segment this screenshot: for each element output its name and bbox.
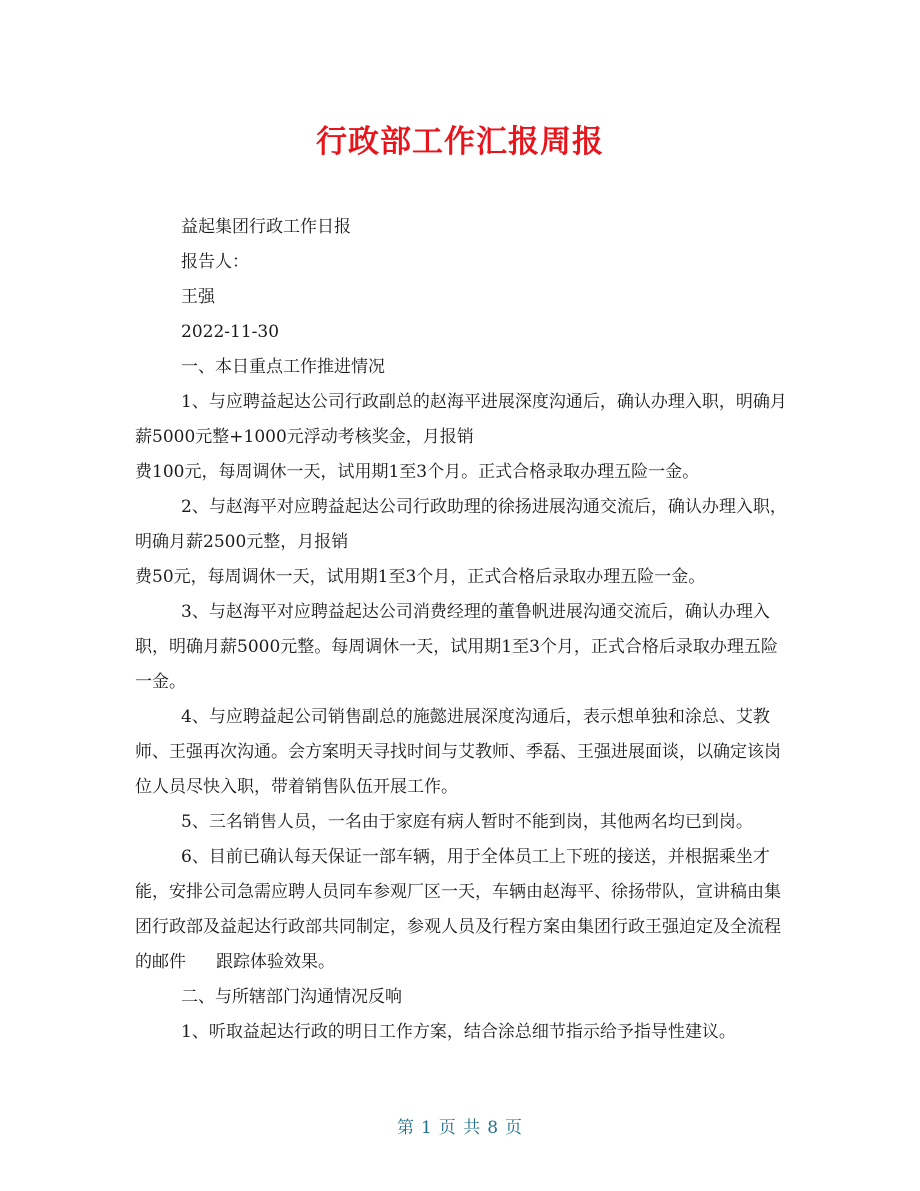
header-line-reporter-label: 报告人： [181, 252, 249, 272]
section-2-heading: 二、与所辖部门沟通情况反响 [181, 987, 402, 1007]
header-line-company: 益起集团行政工作日报 [181, 217, 351, 237]
item-6-part-2: 跟踪体验效果。 [216, 952, 335, 972]
item-3: 3、与赵海平对应聘益起达公司消费经理的董鲁帆进展沟通交流后，确认办理入职，明确月薪5000元整。每周调休一天，试用期1至3个月，正式合格后录取办理五险一金。 [135, 602, 778, 692]
item-1-line-2: 费100元，每周调休一天，试用期1至3个月。正式合格录取办理五险一金。 [135, 462, 700, 482]
item-6-part-1: 6、目前已确认每天保证一部车辆，用于全体员工上下班的接送，并根据乘坐才能，安排公司急需应聘人员同车参观厂区一天，车辆由赵海平、徐扬带队，宣讲稿由集团行政部及益起达行政部共同制定，参观人员及行程方案由集团行政王强迫定及全流程的邮件 [135, 847, 781, 972]
document-title: 行政部工作汇报周报 [316, 124, 604, 160]
item-2-line-2: 费50元，每周调休一天，试用期1至3个月，正式合格后录取办理五险一金。 [135, 567, 706, 587]
item-5: 5、三名销售人员，一名由于家庭有病人暂时不能到岗，其他两名均已到岗。 [181, 812, 753, 832]
section-1-heading: 一、本日重点工作推进情况 [181, 357, 385, 377]
footer-middle: 页 共 [438, 1118, 482, 1138]
section-2-item-1: 1、听取益起达行政的明日工作方案，结合涂总细节指示给予指导性建议。 [181, 1022, 736, 1042]
item-2-line-1: 2、与赵海平对应聘益起达公司行政助理的徐扬进展沟通交流后，确认办理入职，明确月薪2500元整，月报销 [135, 497, 787, 552]
item-4: 4、与应聘益起公司销售副总的施懿进展深度沟通后，表示想单独和涂总、艾教师、王强再次沟通。会方案明天寻找时间与艾教师、季磊、王强进展面谈，以确定该岗位人员尽快入职，带着销售队伍开展工作。 [135, 707, 781, 797]
footer-suffix: 页 [505, 1118, 524, 1138]
footer-prefix: 第 [396, 1118, 415, 1138]
footer-page-number: 1 [420, 1118, 433, 1138]
footer-total-pages: 8 [487, 1118, 500, 1138]
header-line-reporter-name: 王强 [181, 287, 215, 307]
page-footer [0, 1113, 920, 1138]
header-line-date: 2022-11-30 [181, 322, 280, 342]
item-1-line-1: 1、与应聘益起达公司行政副总的赵海平进展深度沟通后，确认办理入职，明确月薪5000元整+1000元浮动考核奖金，月报销 [135, 392, 787, 447]
item-6 [135, 840, 787, 980]
document-body [135, 210, 787, 1050]
